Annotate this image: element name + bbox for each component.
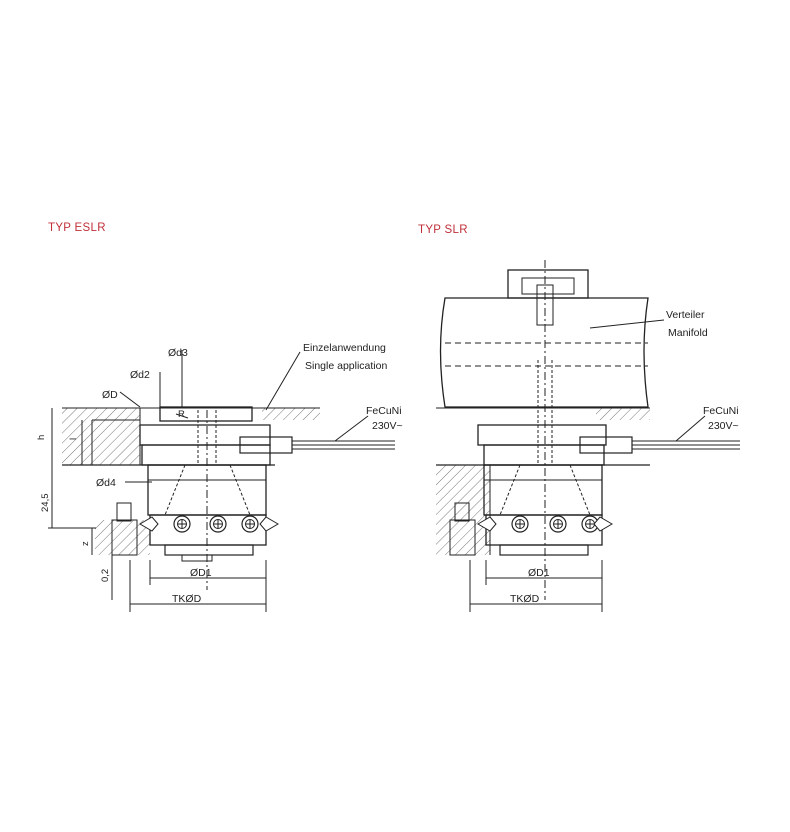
label-d3: Ød3 xyxy=(168,347,188,359)
title-typ-eslr: TYP ESLR xyxy=(48,222,106,234)
label-d2: Ød2 xyxy=(130,369,150,381)
label-h: h xyxy=(36,434,47,440)
eslr-plate-hatch-right xyxy=(262,408,320,420)
slr-manifold xyxy=(441,298,649,407)
title-typ-slr: TYP SLR xyxy=(418,224,468,236)
label-voltage-right: 230V~ xyxy=(708,420,739,432)
eslr-plate-hatch-left xyxy=(62,408,140,465)
label-wire-material-left: FeCuNi xyxy=(366,405,402,417)
label-TK-left: TKØD xyxy=(172,593,202,605)
label-manifold-en: Manifold xyxy=(668,327,708,339)
label-z: z xyxy=(80,541,91,546)
label-0-2: 0,2 xyxy=(100,568,111,582)
label-d4: Ød4 xyxy=(96,477,116,489)
label-voltage-left: 230V~ xyxy=(372,420,403,432)
label-D1-right: ØD1 xyxy=(528,567,550,579)
label-wire-material-right: FeCuNi xyxy=(703,405,739,417)
label-application-en: Single application xyxy=(305,360,388,372)
eslr-screws xyxy=(140,516,278,532)
label-manifold-de: Verteiler xyxy=(666,309,705,321)
label-R: R xyxy=(178,409,185,420)
label-TK-right: TKØD xyxy=(510,593,540,605)
label-D1-left: ØD1 xyxy=(190,567,212,579)
label-application-de: Einzelanwendung xyxy=(303,342,386,354)
label-24-5: 24,5 xyxy=(40,493,51,512)
label-D: ØD xyxy=(102,389,118,401)
label-l: l xyxy=(68,437,79,440)
